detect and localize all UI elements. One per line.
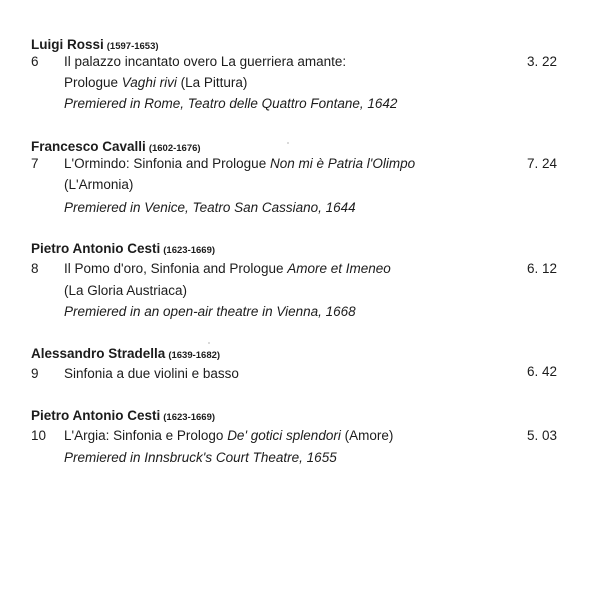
- premiere-note: Premiered in Innsbruck's Court Theatre, 1655: [64, 450, 337, 465]
- composer-dates: (1623-1669): [163, 412, 216, 423]
- composer-name-text: Luigi Rossi: [31, 37, 104, 52]
- track-duration: 6. 42: [526, 364, 557, 379]
- track-number: 6: [31, 54, 39, 69]
- prologue-label: Prologue: [64, 75, 122, 90]
- track-title: L'Ormindo: Sinfonia and Prologue: [64, 156, 270, 171]
- composer-dates: (1602-1676): [148, 143, 201, 154]
- prologue-title: Non mi è Patria l'Olimpo: [269, 156, 416, 171]
- prologue-title: Vaghi rivi: [121, 75, 177, 90]
- composer-name-text: Pietro Antonio Cesti: [31, 241, 161, 256]
- premiere-note: Premiered in Venice, Teatro San Cassiano, 1644: [64, 200, 356, 215]
- composer-dates: (1597-1653): [106, 41, 159, 52]
- track-number: 9: [31, 366, 39, 381]
- track-number: 7: [31, 156, 39, 171]
- composer-dates: (1639-1682): [168, 350, 221, 361]
- composer-name-text: Francesco Cavalli: [31, 139, 146, 154]
- prologue-title: Amore et Imeneo: [287, 261, 391, 276]
- prologue-role: (L'Armonia): [64, 177, 134, 192]
- track-duration: 6. 12: [526, 261, 557, 276]
- scan-speck: [208, 342, 210, 344]
- track-duration: 3. 22: [526, 54, 557, 69]
- track-title: Il Pomo d'oro, Sinfonia and Prologue: [64, 261, 288, 276]
- prologue-role: (La Pittura): [176, 75, 248, 90]
- track-title: L'Argia: Sinfonia e Prologo: [64, 428, 228, 443]
- composer-name-text: Pietro Antonio Cesti: [31, 408, 161, 423]
- premiere-note: Premiered in Rome, Teatro delle Quattro Fontane, 1642: [64, 96, 398, 111]
- track-duration: 5. 03: [526, 428, 557, 443]
- composer-name-text: Alessandro Stradella: [31, 346, 166, 361]
- scan-speck: [287, 142, 289, 144]
- track-title: Il palazzo incantato overo La guerriera amante:: [64, 54, 347, 69]
- prologue-role: (La Gloria Austriaca): [64, 283, 188, 298]
- prologue-role: (Amore): [340, 428, 394, 443]
- track-number: 8: [31, 261, 39, 276]
- composer-name: [31, 241, 215, 256]
- track-title: Sinfonia a due violini e basso: [64, 366, 239, 381]
- composer-dates: (1623-1669): [163, 245, 216, 256]
- premiere-note: Premiered in an open-air theatre in Vienna, 1668: [64, 304, 356, 319]
- composer-name: [31, 408, 215, 423]
- track-number: 10: [31, 428, 47, 443]
- composer-name: [31, 37, 159, 52]
- prologue-title: De' gotici splendori: [227, 428, 341, 443]
- composer-name: [31, 346, 220, 361]
- composer-name: [31, 139, 201, 154]
- track-duration: 7. 24: [526, 156, 557, 171]
